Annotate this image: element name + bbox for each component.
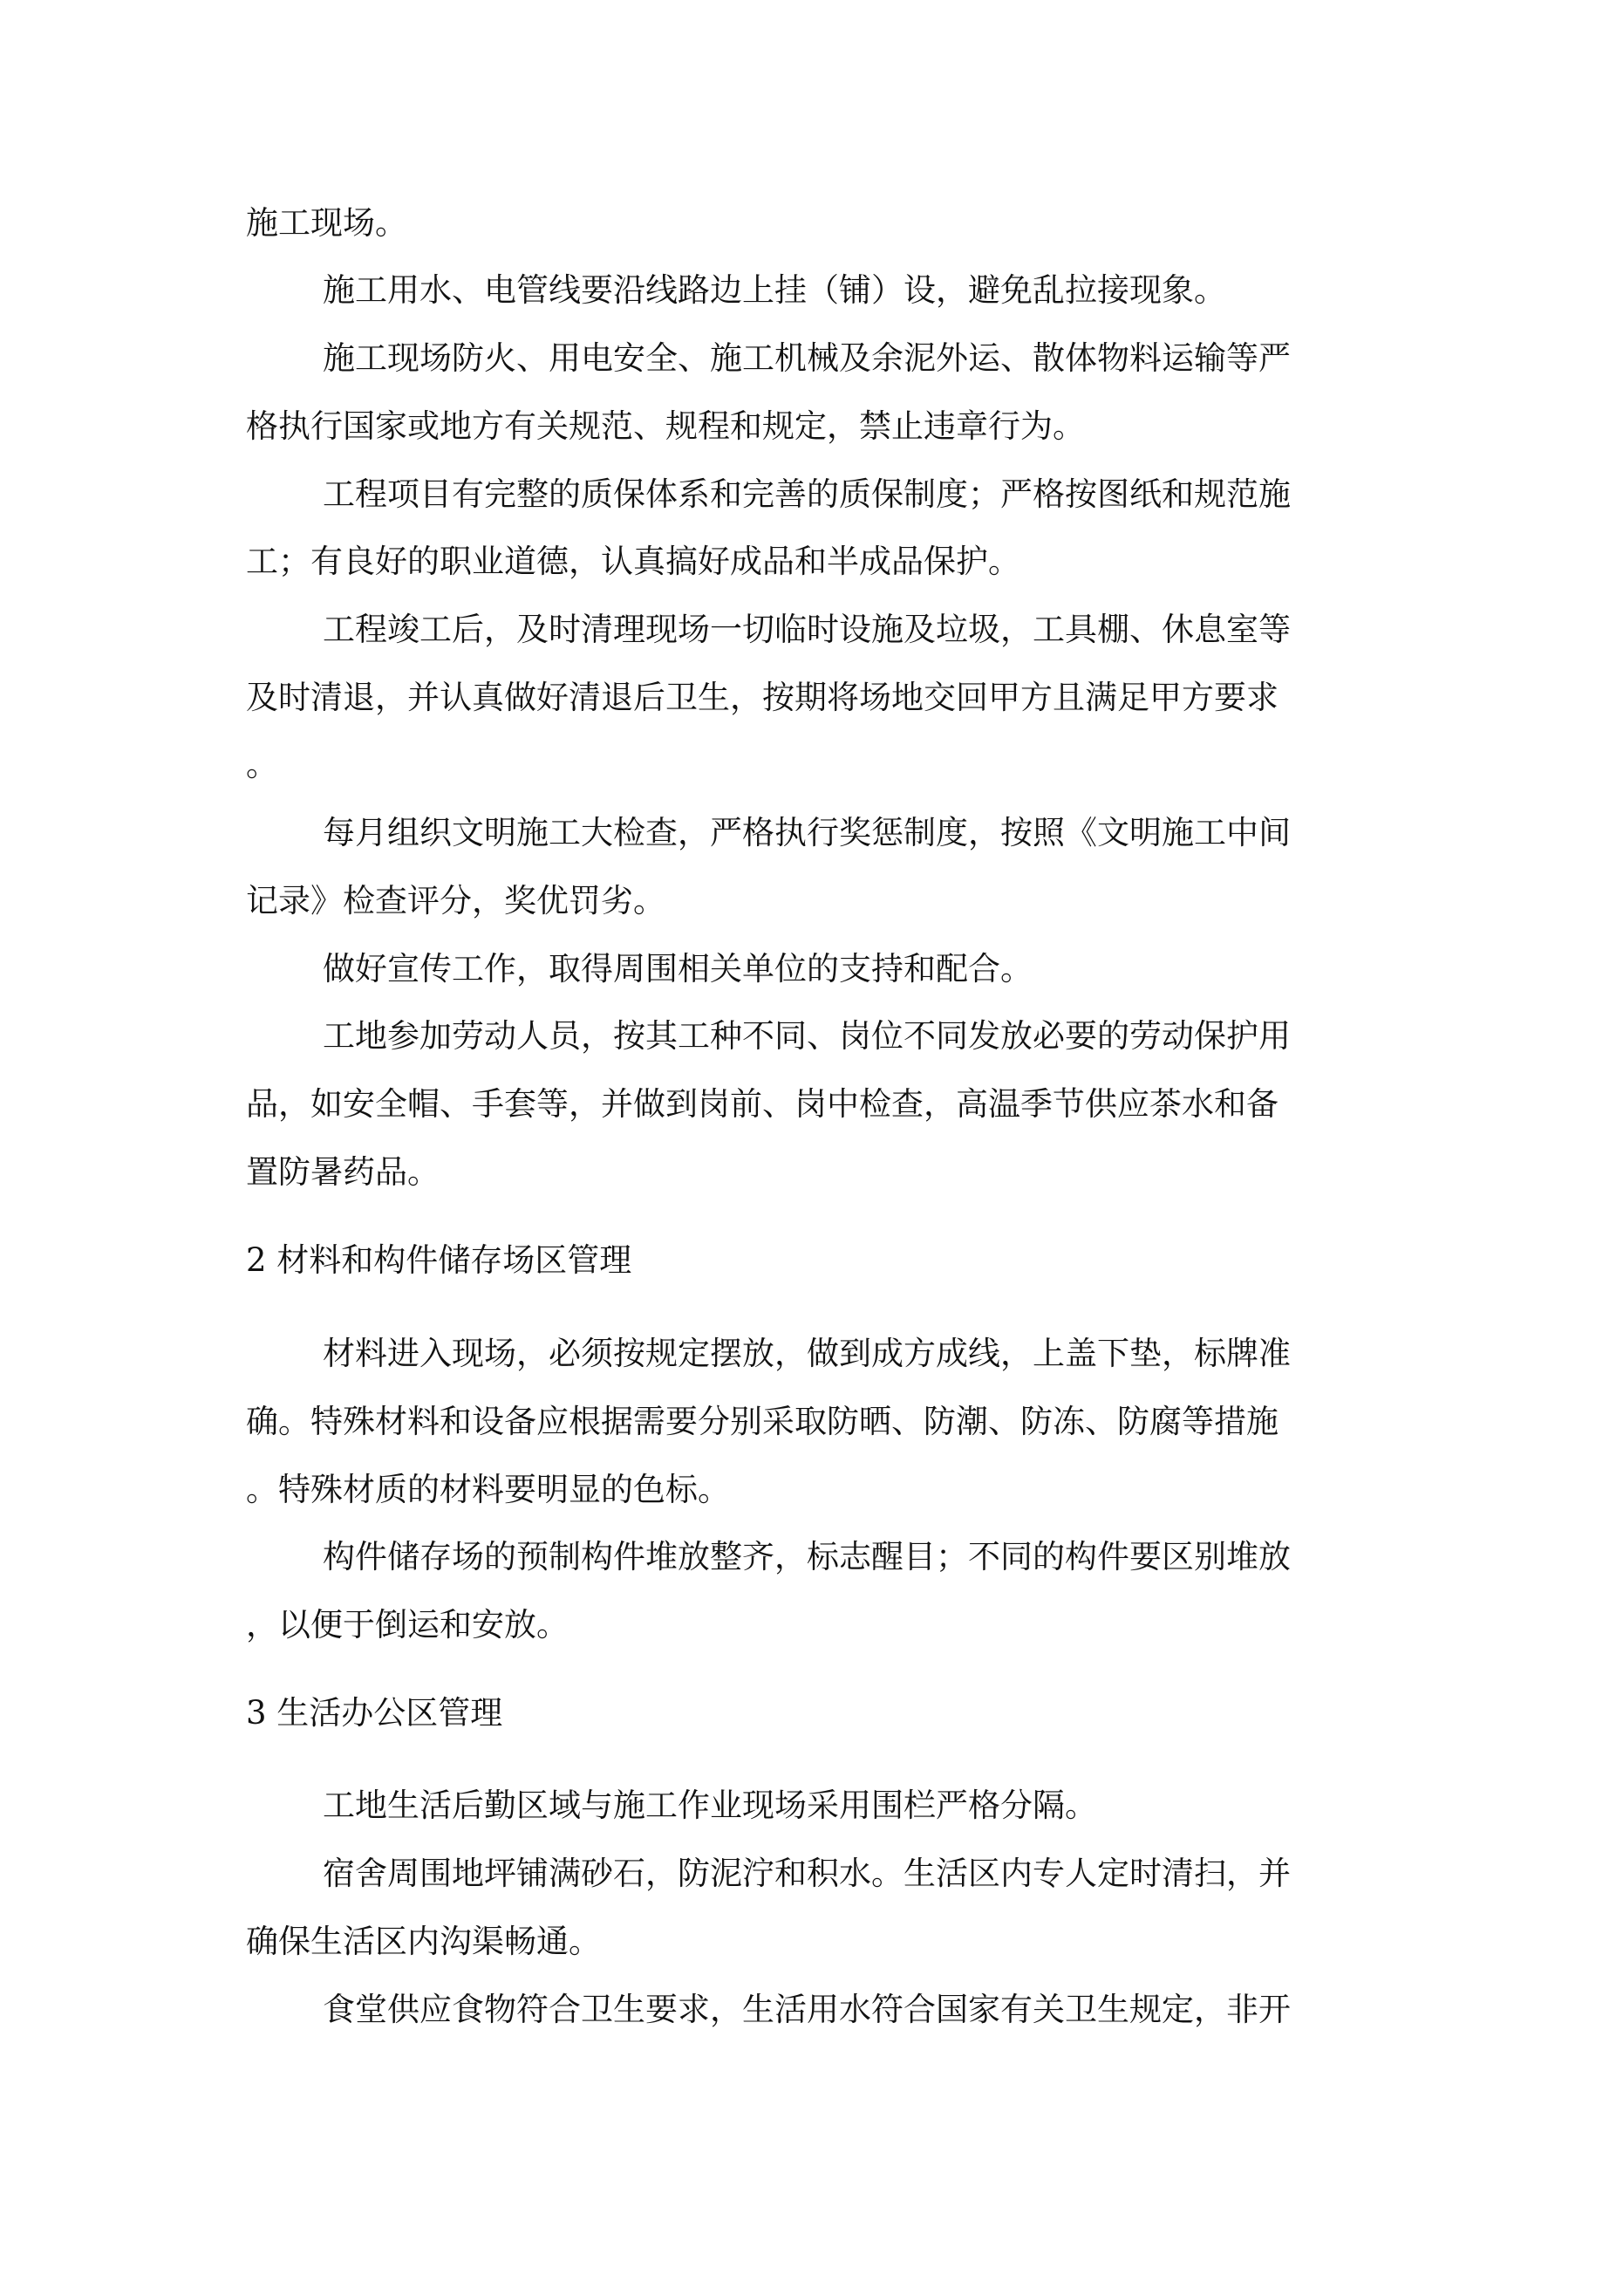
text-line: 工；有良好的职业道德，认真搞好成品和半成品保护。 [246, 543, 1020, 580]
text-line: ，以便于倒运和安放。 [246, 1606, 569, 1643]
section-heading: 2 材料和构件储存场区管理 [246, 1241, 632, 1279]
text-line: 材料进入现场，必须按规定摆放，做到成方成线，上盖下垫，标牌准 [323, 1335, 1291, 1372]
text-line: 每月组织文明施工大检查，严格执行奖惩制度，按照《文明施工中间 [323, 814, 1291, 851]
text-line: 工地参加劳动人员，按其工种不同、岗位不同发放必要的劳动保护用 [323, 1017, 1291, 1055]
text-line: 记录》检查评分，奖优罚劣。 [246, 882, 665, 919]
text-line: 做好宣传工作，取得周围相关单位的支持和配合。 [323, 950, 1033, 987]
text-line: 。特殊材质的材料要明显的色标。 [246, 1471, 730, 1508]
text-line: 施工现场防火、用电安全、施工机械及余泥外运、散体物料运输等严 [323, 339, 1291, 377]
text-line: 工程竣工后，及时清理现场一切临时设施及垃圾，工具棚、休息室等 [323, 611, 1291, 648]
text-line: 施工现场。 [246, 204, 407, 242]
text-line: 确。特殊材料和设备应根据需要分别采取防晒、防潮、防冻、防腐等措施 [246, 1403, 1279, 1440]
text-line: 。 [246, 746, 278, 783]
text-line: 工地生活后勤区域与施工作业现场采用围栏严格分隔。 [323, 1787, 1097, 1824]
text-line: 品，如安全帽、手套等，并做到岗前、岗中检查，高温季节供应茶水和备 [246, 1085, 1279, 1123]
text-line: 构件储存场的预制构件堆放整齐，标志醒目；不同的构件要区别堆放 [323, 1538, 1291, 1575]
text-line: 工程项目有完整的质保体系和完善的质保制度；严格按图纸和规范施 [323, 475, 1291, 513]
text-line: 宿舍周围地坪铺满砂石，防泥泞和积水。生活区内专人定时清扫，并 [323, 1855, 1291, 1892]
text-line: 食堂供应食物符合卫生要求，生活用水符合国家有关卫生规定，非开 [323, 1991, 1291, 2028]
text-line: 确保生活区内沟渠畅通。 [246, 1923, 601, 1960]
text-line: 格执行国家或地方有关规范、规程和规定，禁止违章行为。 [246, 407, 1085, 445]
text-line: 置防暑药品。 [246, 1153, 440, 1191]
text-line: 施工用水、电管线要沿线路边上挂（铺）设，避免乱拉接现象。 [323, 271, 1226, 309]
text-line: 及时清退，并认真做好清退后卫生，按期将场地交回甲方且满足甲方要求 [246, 679, 1279, 716]
section-heading: 3 生活办公区管理 [246, 1694, 503, 1732]
